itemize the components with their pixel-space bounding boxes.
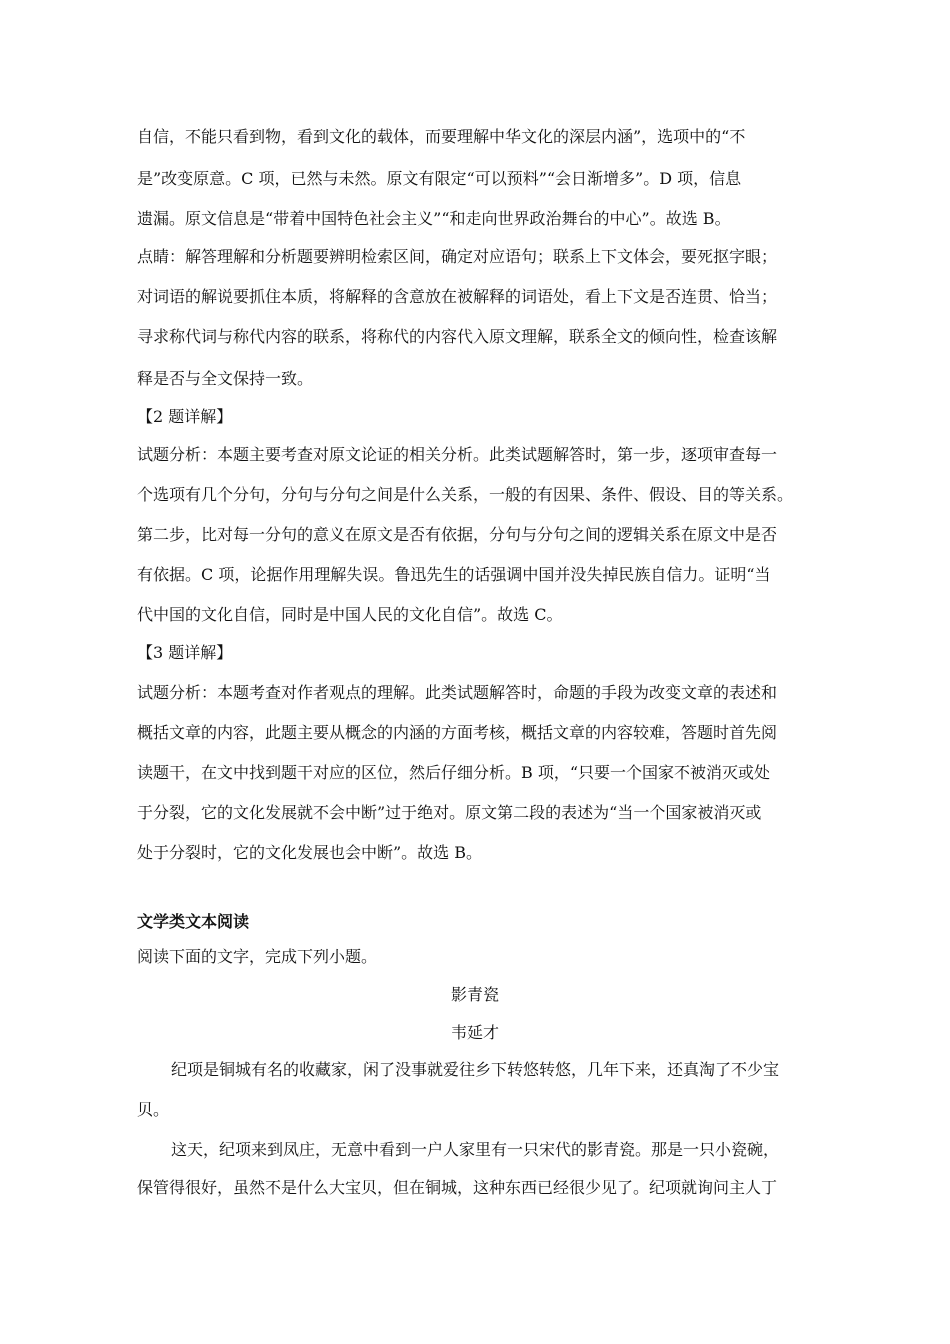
text-line: 是”改变原意。C 项，已然与未然。原文有限定“可以预料”“会日渐增多”。D 项，信息 xyxy=(137,169,742,188)
text-line: 处于分裂时，它的文化发展也会中断”。故选 B。 xyxy=(137,843,483,862)
instruction-text: 阅读下面的文字，完成下列小题。 xyxy=(137,947,378,966)
text-line: 试题分析：本题主要考查对原文论证的相关分析。此类试题解答时，第一步，逐项审查每一 xyxy=(137,445,778,464)
q3-heading: 【3 题详解】 xyxy=(137,643,233,662)
story-title: 影青瓷 xyxy=(450,985,499,1004)
text-line: 代中国的文化自信，同时是中国人民的文化自信”。故选 C。 xyxy=(137,605,563,624)
section-title: 文学类文本阅读 xyxy=(137,912,250,931)
text-line: 释是否与全文保持一致。 xyxy=(137,369,314,388)
text-line: 于分裂，它的文化发展就不会中断”过于绝对。原文第二段的表述为“当一个国家被消灭或 xyxy=(137,803,762,822)
text-line: 对词语的解说要抓住本质，将解释的含意放在被解释的词语处，看上下文是否连贯、恰当； xyxy=(137,287,778,306)
paragraph-line: 贝。 xyxy=(137,1100,170,1119)
text-line: 遗漏。原文信息是“带着中国特色社会主义”“和走向世界政治舞台的中心”。故选 B。 xyxy=(137,209,731,228)
text-line: 点睛：解答理解和分析题要辨明检索区间，确定对应语句；联系上下文体会，要死抠字眼； xyxy=(137,247,778,266)
q2-heading: 【2 题详解】 xyxy=(137,407,233,426)
text-line: 有依据。C 项，论据作用理解失误。鲁迅先生的话强调中国并没失掉民族自信力。证明“当 xyxy=(137,565,771,584)
text-line: 个选项有几个分句，分句与分句之间是什么关系，一般的有因果、条件、假设、目的等关系。 xyxy=(137,485,794,504)
text-line: 第二步，比对每一分句的意义在原文是否有依据，分句与分句之间的逻辑关系在原文中是否 xyxy=(137,525,778,544)
text-line: 自信，不能只看到物，看到文化的载体，而要理解中华文化的深层内涵”，选项中的“不 xyxy=(137,127,746,146)
text-line: 概括文章的内容，此题主要从概念的内涵的方面考核，概括文章的内容较难，答题时首先阅 xyxy=(137,723,778,742)
text-line: 寻求称代词与称代内容的联系，将称代的内容代入原文理解，联系全文的倾向性，检查该解 xyxy=(137,327,778,346)
paragraph-line: 纪项是铜城有名的收藏家，闲了没事就爱往乡下转悠转悠，几年下来，还真淘了不少宝 xyxy=(171,1060,780,1079)
paragraph-line: 这天，纪项来到凤庄，无意中看到一户人家里有一只宋代的影青瓷。那是一只小瓷碗， xyxy=(171,1140,780,1159)
text-line: 读题干，在文中找到题干对应的区位，然后仔细分析。B 项，“只要一个国家不被消灭或处 xyxy=(137,763,771,782)
paragraph-line: 保管得很好，虽然不是什么大宝贝，但在铜城，这种东西已经很少见了。纪项就询问主人丁 xyxy=(137,1178,778,1197)
text-line: 试题分析：本题考查对作者观点的理解。此类试题解答时，命题的手段为改变文章的表述和 xyxy=(137,683,778,702)
story-author: 韦延才 xyxy=(450,1023,499,1042)
